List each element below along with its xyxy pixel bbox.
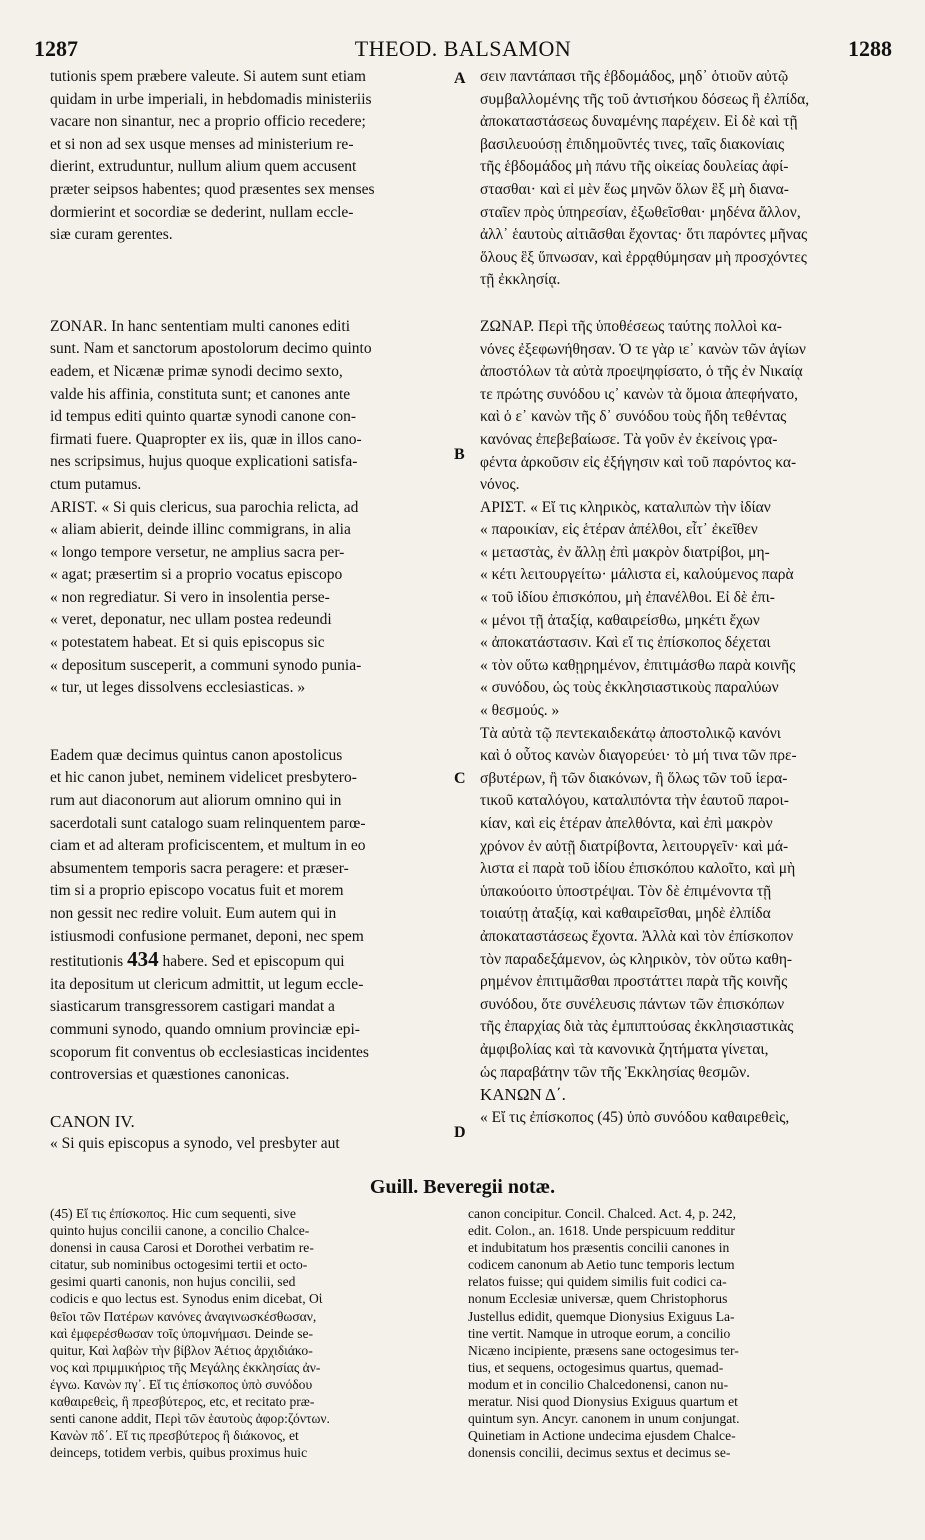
text-line: rum aut diaconorum aut aliorum omnino qui in — [50, 792, 342, 810]
text-line: ἀποκαταστάσεως δυναμένης παρέχειν. Εἰ δὲ καὶ τῇ — [480, 113, 798, 131]
text-line: nes scripsimus, hujus quoque explicationi satisfa- — [50, 453, 358, 471]
text-line: καθαιρεθεὶς, ἢ πρεσβύτερος, etc, et recitato præ- — [50, 1394, 315, 1410]
spacer — [50, 292, 446, 316]
margin-marker-b: B — [454, 446, 465, 463]
text-line: vacare non sinantur, nec a proprio officio recedere; — [50, 113, 366, 131]
text-line: tim si a proprio episcopo vocatus fuit et morem — [50, 882, 344, 900]
text-line: « θεσμούς. » — [480, 702, 560, 720]
text-line: nonum Ecclesiæ universæ, quem Christophorus — [468, 1291, 728, 1307]
text-line: Justellus edidit, quemque Dionysius Exiguus La- — [468, 1308, 735, 1324]
left-column — [50, 66, 446, 1156]
text-line: συμβαλλομένης τῆς τοῦ ἀντισήκου δόσεως ἢ ἐλπίδα, — [480, 90, 810, 108]
text-line: ita depositum ut clericum admittit, ut legum eccle- — [50, 975, 364, 993]
text-line: ARIST. « Si quis clericus, sua parochia relicta, ad — [50, 498, 359, 516]
text-line: eadem, et Nicænæ primæ synodi decimo sexto, — [50, 362, 343, 380]
text-line: τῆς ἑβδομάδος μὴ πάνυ τῆς οἰκείας δουλείας ἀφί- — [480, 158, 789, 176]
text-line: modum et in concilio Chalcedonensi, canon nu- — [468, 1376, 729, 1392]
text-line: τε πρώτης συνόδου ις᾽ κανὼν τὰ ὅμοια ἀπεφήνατο, — [480, 385, 799, 403]
text-line: κανόνας ἐπεβεβαίωσε. Τὰ γοῦν ἐν ἐκείνοις γρα- — [480, 430, 778, 448]
text-line: στασθαι· καὶ εἰ μὲν ἕως μηνῶν ὅλων ἓξ μὴ διανα- — [480, 180, 789, 198]
text-line: βασιλευούσῃ ἐπιδημοῦντές τινες, ταῖς διακονίαις — [480, 135, 785, 153]
page-header — [34, 36, 892, 64]
zonaras-commentary-greek — [480, 316, 894, 497]
text-line: « κέτι λειτουργείτω· μάλιστα εἰ, καλούμενος παρὰ — [480, 566, 794, 584]
text-line: Τὰ αὐτὰ τῷ πεντεκαιδεκάτῳ ἀποστολικῷ κανόνι — [480, 724, 781, 742]
margin-marker-c: C — [454, 770, 466, 787]
text-line: scoporum fit conventus ob ecclesiasticas incidentes — [50, 1043, 369, 1061]
text-line: siasticarum transgressorem castigari mandat a — [50, 998, 335, 1016]
text-line: ΖΩΝΑΡ. Περὶ τῆς ὑποθέσεως ταύτης πολλοὶ κα- — [480, 317, 782, 335]
text-line: meratur. Nisi quod Dionysius Exiguus quartum et — [468, 1394, 738, 1410]
text-line: « longo tempore versetur, ne amplius sacra per- — [50, 543, 345, 561]
column-number: 434 — [127, 948, 159, 972]
text-line: ἀλλ᾽ ἑαυτοὺς αἰτιᾶσθαι ἔχοντας· ὅτι παρόντες μῆνας — [480, 226, 808, 244]
text-line: έγνω. Κανὼν πγ᾽. Εἴ τις ἐπίσκοπος ὑπὸ συνόδου — [50, 1376, 313, 1392]
restitution-line: restitutionis 434 habere. Sed et episcopum qui — [50, 948, 345, 972]
text-line: χρόνον ἐν αὐτῇ διατρίβοντα, λειτουργεῖν· καὶ μά- — [480, 837, 789, 855]
spacer — [480, 292, 894, 316]
text-line: relatos fuisse; qui quidem similis fuit codici ca- — [468, 1274, 727, 1290]
text-line: φέντα ἀρκοῦσιν εἰς ἐξήγησιν καὶ τοῦ παρόντος κα- — [480, 453, 797, 471]
text-line: citatur, sub nominibus octogesimi tertii et octo- — [50, 1257, 308, 1273]
text-line: dierint, extruduntur, nullum alium quem accusent — [50, 158, 357, 176]
canon-text-greek: « Εἴ τις ἐπίσκοπος (45) ὑπὸ συνόδου καθαιρεθεὶς, — [480, 1108, 790, 1126]
canon-heading-greek: ΚΑΝΩΝ Δ΄. — [480, 1085, 566, 1105]
text-line: « aliam abierit, deinde illinc commigrans, in alia — [50, 521, 351, 539]
text-line: « παροικίαν, εἰς ἑτέραν ἀπέλθοι, εἶτ᾽ ἐκεῖθεν — [480, 521, 758, 539]
text-line: σβυτέρων, ἢ τῶν διακόνων, ἢ ὅλως τῶν τοῦ ἱερα- — [480, 769, 788, 787]
text-line: « μένοι τῇ ἀταξίᾳ, καθαιρείσθω, μηκέτι ἔχων — [480, 611, 760, 629]
text-line: καὶ ὁ οὗτος κανὼν διαγορεύει· τὸ μή τινα τῶν πρε- — [480, 747, 797, 765]
text-line: firmati fuere. Quapropter ex iis, quæ in illos cano- — [50, 430, 362, 448]
text-line: νόνος. — [480, 476, 520, 494]
canon-heading-latin: CANON IV. — [50, 1111, 135, 1131]
text-line: præter seipsos habentes; quod præsentes sex menses — [50, 180, 375, 198]
text-line: istiusmodi confusione permanet, deponi, nec spem — [50, 927, 364, 945]
page-number-left: 1287 — [34, 36, 78, 61]
text-line: « τὸν οὕτω καθῃρημένον, ἐπιτιμάσθω παρὰ κοινῆς — [480, 656, 796, 674]
notes-title: Guill. Beveregii notæ. — [369, 1176, 556, 1198]
text-line: ΑΡΙΣΤ. « Εἴ τις κληρικὸς, καταλιπὼν τὴν ἰδίαν — [480, 498, 771, 516]
text-line: συνόδου, ὅτε συνέλευσις πάντων τῶν ἐπισκόπων — [480, 995, 785, 1013]
spacer — [50, 1087, 446, 1111]
text-line: donensis concilii, decimus sextus et decimus se- — [468, 1445, 731, 1461]
aristenus-commentary-latin — [50, 497, 446, 700]
text-line: κίαν, καὶ εἰς ἑτέραν ἀπελθόντα, καὶ ἐπὶ μακρὸν — [480, 815, 773, 832]
text-line: καὶ ὁ ε᾽ κανὼν τῆς δ᾽ συνόδου τοὺς ἤδη τεθέντας — [480, 408, 787, 426]
left-paragraph-1 — [50, 66, 446, 247]
text-line: canon concipitur. Concil. Chalced. Act. 4, p. 242, — [468, 1206, 737, 1221]
text-line: ἀποστόλων τὰ αὐτὰ προεψηφίσατο, ὁ τῆς ἐν Νικαίᾳ — [480, 363, 803, 381]
text-line: dormierint et socordiæ se dederint, nullam eccle- — [50, 203, 354, 221]
text-line: Κανὼν πδ΄. Εἴ τις πρεσβύτερος ἢ διάκονος, et — [50, 1428, 299, 1444]
text-line: sacerdotali sunt catalogo suam relinquentem parœ- — [50, 814, 366, 832]
spacer — [50, 247, 446, 292]
page-number-right: 1288 — [848, 36, 892, 61]
text-line: ctum putamus. — [50, 475, 142, 493]
text-line: donensi in causa Carosi et Dorothei verbatim re- — [50, 1240, 314, 1256]
running-title: THEOD. BALSAMON — [354, 36, 572, 61]
balsamon-commentary-greek — [480, 723, 894, 1085]
aristenus-commentary-greek — [480, 497, 894, 723]
text-line: θεῖοι τῶν Πατέρων κανόνες ἀναγινωσκέσθωσαν, — [50, 1308, 317, 1324]
text-line: σταῖεν πρὸς ὑπηρεσίαν, ἐξωθεῖσθαι· μηδένα ἄλλον, — [480, 203, 801, 221]
right-column — [480, 66, 894, 1129]
text-line: « potestatem habeat. Et si quis episcopus sic — [50, 634, 325, 652]
margin-marker-d: D — [454, 1124, 466, 1141]
text-line: controversias et quæstiones canonicas. — [50, 1066, 290, 1084]
text-line: sunt. Nam et sanctorum apostolorum decimo quinto — [50, 340, 372, 358]
text-line: « ἀποκατάστασιν. Καὶ εἴ τις ἐπίσκοπος δέχεται — [480, 634, 771, 652]
margin-marker-a: A — [454, 70, 466, 87]
text-line: senti canone addit, Περὶ τῶν ἑαυτοὺς ἀφορ:ζόντων. — [50, 1411, 330, 1427]
canon-text-latin: « Si quis episcopus a synodo, vel presbyter aut — [50, 1135, 340, 1153]
text-line: codicis e quo lectus est. Synodus enim dicebat, Οἱ — [50, 1291, 323, 1307]
text-line: « agat; præsertim si a proprio vocatus episcopo — [50, 566, 343, 584]
text-line: « tur, ut leges dissolvens ecclesiasticas. » — [50, 679, 306, 697]
text-line: tutionis spem præbere valeute. Si autem sunt etiam — [50, 68, 366, 85]
text-line: Quinetiam in Actione undecima ejusdem Chalce- — [468, 1428, 736, 1444]
text-line: Eadem quæ decimus quintus canon apostolicus — [50, 746, 343, 764]
text-line: « depositum susceperit, a communi synodo punia- — [50, 656, 362, 674]
text-line: λιστα εἰ παρὰ τοῦ ἰδίου ἐπισκόπου καλοῖτο, καὶ μὴ — [480, 860, 796, 878]
text-line: codicem canonum ab Aetio tunc temporis lectum — [468, 1257, 735, 1273]
text-line: ἀποκαταστάσεως ἔχοντα. Ἀλλὰ καὶ τὸν ἐπίσκοπον — [480, 927, 794, 945]
text-line: τὸν παραδεξάμενον, ὡς κληρικὸν, τὸν οὕτω καθη- — [480, 950, 793, 968]
text-line: ὅλους ἓξ ὕπνωσαν, καὶ ἐρρᾳθύμησαν μὴ προσχόντες — [480, 248, 807, 266]
text-line: ZONAR. In hanc sententiam multi canones editi — [50, 317, 351, 335]
text-line: quinto hujus concilii canone, a concilio Chalce- — [50, 1223, 310, 1239]
balsamon-commentary-latin — [50, 745, 446, 1087]
text-line: « συνόδου, ὡς τοὺς ἐκκλησιαστικοὺς παραλύων — [480, 679, 779, 697]
notes-left-column — [50, 1205, 446, 1461]
text-line: absumentem temporis sacra peragere: et præser- — [50, 859, 349, 877]
text-line: σειν παντάπασι τῆς ἑβδομάδος, μηδ᾽ ὁτιοῦν αὐτῷ — [480, 68, 789, 85]
text-line: (45) Εἴ τις ἐπίσκοπος. Hic cum sequenti, sive — [50, 1206, 296, 1221]
right-paragraph-1 — [480, 66, 894, 292]
text-line: ὑπακούοιτο ὑποστρέψαι. Τὸν δὲ ἐπιμένοντα τῇ — [480, 882, 772, 900]
text-line: τῆς ἐπαρχίας διὰ τὰς ἐμπιπτούσας ἐκκλησιαστικὰς — [480, 1018, 794, 1036]
text-line: communi synodo, quando omnium provinciæ epi- — [50, 1020, 360, 1038]
text-line: τικοῦ καταλόγου, καταλιπόντα τὴν ἑαυτοῦ παροι- — [480, 792, 789, 810]
text-line: « non regrediatur. Si vero in insolentia perse- — [50, 588, 330, 606]
text-line: siæ curam gerentes. — [50, 226, 173, 244]
text-line: et indubitatum hos præsentis concilii canones in — [468, 1240, 730, 1256]
text-line: νόνες ἐξεφωνήθησαν. Ὁ τε γὰρ ιε᾽ κανὼν τῶν ἁγίων — [480, 340, 806, 358]
text-line: καὶ ἐμφερέσθωσαν τοῖς ὑπομνήμασι. Deinde se- — [50, 1325, 314, 1341]
text-line: « τοῦ ἰδίου ἐπισκόπου, μὴ ἐπανέλθοι. Εἰ δὲ ἐπι- — [480, 589, 775, 607]
text-line: et hic canon jubet, neminem videlicet presbytero- — [50, 769, 357, 787]
text-line: τοιαύτῃ ἀταξίᾳ, καὶ καθαιρεῖσθαι, μηδὲ ἐλπίδα — [480, 905, 771, 923]
text-line: τῇ ἐκκλησίᾳ. — [480, 271, 561, 289]
text-line: id tempus editi quinto quartæ synodi canone con- — [50, 408, 357, 426]
text-line: edit. Colon., an. 1618. Unde perspicuum redditur — [468, 1223, 735, 1239]
text-line: ἀμφιβολίας καὶ τὰ κανονικὰ ζητήματα γίνεται, — [480, 1040, 769, 1058]
text-line: non gessit nec redire voluit. Eum autem qui in — [50, 905, 337, 922]
notes-right-column — [468, 1205, 894, 1461]
text-line: « μεταστὰς, ἐν ἄλλῃ ἐπὶ μακρὸν διατρίβοι, μη- — [480, 543, 770, 561]
text-line: Nicæno incipiente, præsens sane octogesimus ter- — [468, 1342, 739, 1358]
text-line: tine vertit. Namque in utroque eorum, a concilio — [468, 1325, 731, 1341]
zonaras-commentary-latin — [50, 316, 446, 497]
text-line: ciam et ad alteram proficiscentem, et multum in eo — [50, 837, 366, 855]
text-line: quidam in urbe imperiali, in hebdomadis ministeriis — [50, 90, 372, 108]
text-line: gesimi quarti canonis, non hujus concilii, sed — [50, 1274, 296, 1290]
text-line: ρημένον ἐπιτιμᾶσθαι προστάττει παρὰ τῆς κοινῆς — [480, 973, 788, 991]
spacer — [50, 700, 446, 745]
text-line: deinceps, totidem verbis, quibus proximus huic — [50, 1445, 308, 1461]
text-line: νος καὶ πριμμικήριος τῆς Μεγάλης ἐκκλησίας ἀν- — [50, 1359, 321, 1375]
text-line: valde his affinia, constituta sunt; et canones ante — [50, 385, 351, 403]
text-line: quitur, Καὶ λαβὼν τὴν βίβλον Ἀέτιος ἀρχιδιάκο- — [50, 1342, 313, 1358]
text-line: et si non ad sex usque menses ad ministerium re- — [50, 135, 354, 153]
text-line: ὡς παραβάτην τῶν τῆς Ἐκκλησίας θεσμῶν. — [480, 1063, 750, 1081]
text-line: quintum syn. Ancyr. canonem in unum conjungat. — [468, 1411, 740, 1427]
text-line: « veret, deponatur, nec ullam postea redeundi — [50, 611, 332, 629]
text-line: tius, et sequens, octogesimus quartus, quemad- — [468, 1359, 724, 1375]
